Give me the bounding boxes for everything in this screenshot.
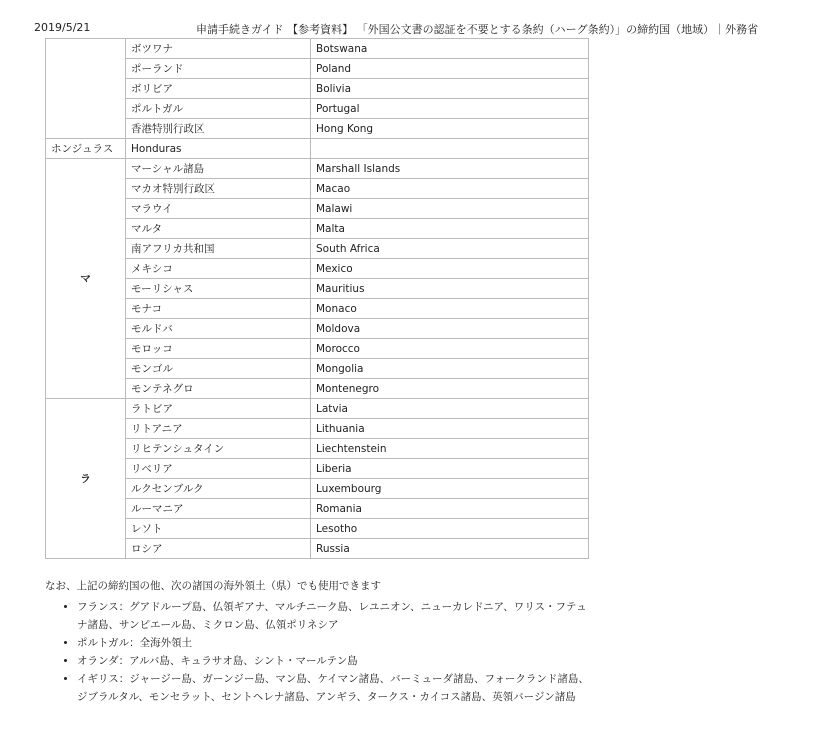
country-name-ja: モナコ (126, 299, 311, 319)
print-date: 2019/5/21 (34, 21, 91, 34)
country-name-ja: リトアニア (126, 419, 311, 439)
country-name-en: Macao (311, 179, 589, 199)
table-row (46, 239, 589, 259)
table-row (46, 339, 589, 359)
table-row (46, 99, 589, 119)
country-name-ja: ポーランド (126, 59, 311, 79)
country-name-ja: ロシア (126, 539, 311, 559)
contracting-states-table (45, 38, 589, 559)
table-row (46, 259, 589, 279)
page-title: 申請手続きガイド 【参考資料】 「外国公文書の認証を不要とする条約（ハーグ条約）」の締約国（地域）｜外務省 (196, 23, 759, 36)
list-item: • ポルトガル：全海外領土 (77, 634, 589, 652)
group-header-cell: ラ (46, 399, 126, 559)
country-name-ja: モロッコ (126, 339, 311, 359)
country-name-ja: マカオ特別行政区 (126, 179, 311, 199)
country-name-en: Portugal (311, 99, 589, 119)
list-item: • オランダ：アルバ島、キュラサオ島、シント・マールテン島 (77, 652, 589, 670)
list-item: • イギリス：ジャージー島、ガーンジー島、マン島、ケイマン諸島、バーミューダ諸島、フォークランド諸島、ジブラルタル、モンセラット、セントヘレナ諸島、アンギラ、タークス・カイコス諸島、英領バージン諸島 (77, 670, 589, 706)
table-row (46, 439, 589, 459)
country-name-ja: Honduras (126, 139, 311, 159)
country-name-en: Mauritius (311, 279, 589, 299)
country-name-ja: ボリビア (126, 79, 311, 99)
country-name-en: Marshall Islands (311, 159, 589, 179)
country-name-ja: レソト (126, 519, 311, 539)
country-name-en: Hong Kong (311, 119, 589, 139)
country-name-en: Moldova (311, 319, 589, 339)
country-name-en: Mexico (311, 259, 589, 279)
country-name-ja: モルドバ (126, 319, 311, 339)
country-name-en: Botswana (311, 39, 589, 59)
table-row (46, 539, 589, 559)
table-row (46, 39, 589, 59)
country-name-en: Lesotho (311, 519, 589, 539)
country-name-ja: マルタ (126, 219, 311, 239)
table-row (46, 299, 589, 319)
country-name-en: Montenegro (311, 379, 589, 399)
country-name-ja: マーシャル諸島 (126, 159, 311, 179)
country-name-en: Luxembourg (311, 479, 589, 499)
country-name-en (311, 139, 589, 159)
country-name-en: South Africa (311, 239, 589, 259)
group-header-cell: ホンジュラス (46, 139, 126, 159)
table-row (46, 479, 589, 499)
country-name-ja: ポルトガル (126, 99, 311, 119)
country-name-ja: 香港特別行政区 (126, 119, 311, 139)
country-name-en: Liberia (311, 459, 589, 479)
country-name-ja: ルーマニア (126, 499, 311, 519)
table-row (46, 199, 589, 219)
country-name-ja: メキシコ (126, 259, 311, 279)
country-name-ja: ラトビア (126, 399, 311, 419)
group-header-cell: マ (46, 159, 126, 399)
table-row (46, 499, 589, 519)
table-row (46, 459, 589, 479)
table-row (46, 219, 589, 239)
table-row (46, 399, 589, 419)
overseas-territories-list (45, 598, 589, 706)
table-row (46, 159, 589, 179)
table-row (46, 379, 589, 399)
table-row (46, 319, 589, 339)
country-name-ja: リヒテンシュタイン (126, 439, 311, 459)
country-name-ja: ボツワナ (126, 39, 311, 59)
country-name-en: Lithuania (311, 419, 589, 439)
country-name-ja: 南アフリカ共和国 (126, 239, 311, 259)
country-name-en: Malta (311, 219, 589, 239)
country-name-en: Bolivia (311, 79, 589, 99)
table-row (46, 179, 589, 199)
country-name-ja: モーリシャス (126, 279, 311, 299)
table-row (46, 359, 589, 379)
country-name-en: Romania (311, 499, 589, 519)
country-name-en: Monaco (311, 299, 589, 319)
table-row (46, 279, 589, 299)
table-row (46, 519, 589, 539)
group-header-cell (46, 39, 126, 139)
overseas-territories-note: なお、上記の締約国の他、次の諸国の海外領土（県）でも使用できます (45, 580, 381, 592)
country-name-en: Latvia (311, 399, 589, 419)
country-name-en: Russia (311, 539, 589, 559)
country-name-en: Morocco (311, 339, 589, 359)
table-row (46, 59, 589, 79)
list-item: • フランス：グアドループ島、仏領ギアナ、マルチニーク島、レユニオン、ニューカレドニア、ワリス・フテュナ諸島、サンピエール島、ミクロン島、仏領ポリネシア (77, 598, 589, 634)
country-name-ja: ルクセンブルク (126, 479, 311, 499)
table-row (46, 79, 589, 99)
country-name-ja: マラウイ (126, 199, 311, 219)
country-name-ja: モンテネグロ (126, 379, 311, 399)
table-row (46, 139, 589, 159)
country-name-en: Mongolia (311, 359, 589, 379)
country-name-ja: リベリア (126, 459, 311, 479)
table-row (46, 419, 589, 439)
country-name-ja: モンゴル (126, 359, 311, 379)
country-name-en: Poland (311, 59, 589, 79)
country-name-en: Liechtenstein (311, 439, 589, 459)
table-row (46, 119, 589, 139)
country-name-en: Malawi (311, 199, 589, 219)
